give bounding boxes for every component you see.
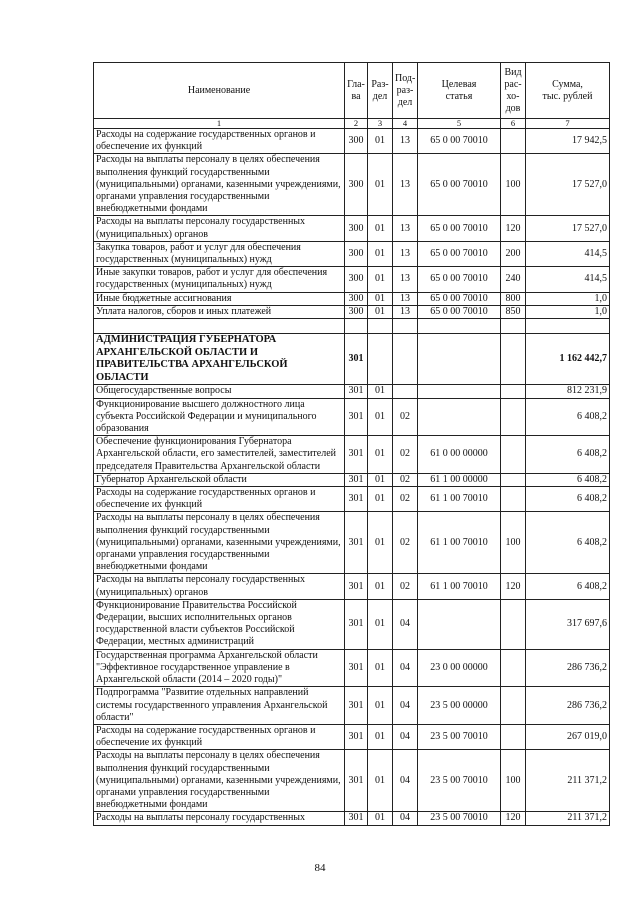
- row-glava: 301: [345, 436, 368, 474]
- row-podrazdel: [393, 385, 418, 398]
- table-row: [94, 292, 610, 305]
- empty-cell: [368, 319, 393, 334]
- empty-cell: [94, 319, 345, 334]
- row-statya: 65 0 00 70010: [418, 241, 501, 266]
- row-name: Уплата налогов, сборов и иных платежей: [94, 305, 345, 318]
- table-row: [94, 649, 610, 687]
- row-glava: 300: [345, 267, 368, 292]
- row-summa: 6 408,2: [526, 473, 610, 486]
- row-vid: [501, 334, 526, 385]
- row-razdel: 01: [368, 129, 393, 154]
- table-body: [94, 129, 610, 826]
- row-statya: 23 5 00 00000: [418, 687, 501, 725]
- row-razdel: 01: [368, 687, 393, 725]
- row-name: Губернатор Архангельской области: [94, 473, 345, 486]
- row-summa: 812 231,9: [526, 385, 610, 398]
- row-statya: 23 5 00 70010: [418, 812, 501, 825]
- row-statya: [418, 334, 501, 385]
- header-statya: Целевая статья: [418, 63, 501, 119]
- table-row: [94, 687, 610, 725]
- row-summa: 286 736,2: [526, 687, 610, 725]
- row-name: Расходы на выплаты персоналу государственных (муниципальных) органов: [94, 574, 345, 599]
- row-vid: [501, 724, 526, 749]
- row-statya: 23 5 00 70010: [418, 724, 501, 749]
- row-summa: 1,0: [526, 292, 610, 305]
- table-row: [94, 216, 610, 241]
- row-vid: [501, 487, 526, 512]
- row-summa: 286 736,2: [526, 649, 610, 687]
- header-summa: Сумма, тыс. рублей: [526, 63, 610, 119]
- row-vid: [501, 385, 526, 398]
- row-vid: 120: [501, 216, 526, 241]
- row-vid: [501, 649, 526, 687]
- row-name: Закупка товаров, работ и услуг для обеспечения государственных (муниципальных) нужд: [94, 241, 345, 266]
- row-vid: [501, 687, 526, 725]
- row-name: Иные бюджетные ассигнования: [94, 292, 345, 305]
- row-summa: 6 408,2: [526, 398, 610, 436]
- row-razdel: 01: [368, 724, 393, 749]
- row-podrazdel: 04: [393, 724, 418, 749]
- row-glava: 301: [345, 385, 368, 398]
- row-podrazdel: 13: [393, 267, 418, 292]
- table-row: [94, 574, 610, 599]
- row-summa: 17 527,0: [526, 216, 610, 241]
- row-glava: 300: [345, 305, 368, 318]
- row-glava: 301: [345, 334, 368, 385]
- row-razdel: 01: [368, 241, 393, 266]
- row-glava: 301: [345, 812, 368, 825]
- row-vid: 800: [501, 292, 526, 305]
- row-podrazdel: 13: [393, 241, 418, 266]
- row-razdel: 01: [368, 154, 393, 216]
- row-podrazdel: 04: [393, 599, 418, 649]
- row-razdel: 01: [368, 812, 393, 825]
- row-glava: 301: [345, 398, 368, 436]
- row-name: Расходы на содержание государственных органов и обеспечение их функций: [94, 724, 345, 749]
- row-name: Государственная программа Архангельской области "Эффективное государственное управление в Архангельской области (2014 – 2020 годы)": [94, 649, 345, 687]
- row-name: Общегосударственные вопросы: [94, 385, 345, 398]
- column-number: 4: [393, 119, 418, 129]
- row-vid: 120: [501, 574, 526, 599]
- row-glava: 301: [345, 574, 368, 599]
- row-statya: 61 0 00 00000: [418, 436, 501, 474]
- column-number-row: [94, 119, 610, 129]
- row-name: Расходы на выплаты персоналу государственных (муниципальных) органов: [94, 216, 345, 241]
- table-row: [94, 487, 610, 512]
- table-row: [94, 241, 610, 266]
- row-glava: 301: [345, 599, 368, 649]
- row-summa: 17 942,5: [526, 129, 610, 154]
- row-podrazdel: 13: [393, 129, 418, 154]
- column-number: 1: [94, 119, 345, 129]
- table-row: [94, 385, 610, 398]
- row-vid: 100: [501, 512, 526, 574]
- row-summa: 6 408,2: [526, 512, 610, 574]
- row-statya: [418, 385, 501, 398]
- table-row: [94, 724, 610, 749]
- row-razdel: 01: [368, 649, 393, 687]
- row-name: Расходы на выплаты персоналу в целях обеспечения выполнения функций государственными (муниципальными) органами, казенными учреждениями, органами управления государственными внебюджетными фондами: [94, 512, 345, 574]
- header-razdel: Раз- дел: [368, 63, 393, 119]
- row-vid: 850: [501, 305, 526, 318]
- row-statya: 65 0 00 70010: [418, 292, 501, 305]
- row-glava: 301: [345, 649, 368, 687]
- column-number: 5: [418, 119, 501, 129]
- row-statya: 61 1 00 70010: [418, 574, 501, 599]
- header-row: [94, 63, 610, 119]
- row-statya: 65 0 00 70010: [418, 267, 501, 292]
- row-glava: 301: [345, 473, 368, 486]
- row-razdel: 01: [368, 574, 393, 599]
- row-summa: 414,5: [526, 241, 610, 266]
- row-name: Функционирование высшего должностного лица субъекта Российской Федерации и муниципального образования: [94, 398, 345, 436]
- row-name: АДМИНИСТРАЦИЯ ГУБЕРНАТОРА АРХАНГЕЛЬСКОЙ ОБЛАСТИ И ПРАВИТЕЛЬСТВА АРХАНГЕЛЬСКОЙ ОБЛАСТИ: [94, 334, 345, 385]
- row-summa: 414,5: [526, 267, 610, 292]
- row-razdel: [368, 334, 393, 385]
- row-podrazdel: 04: [393, 812, 418, 825]
- budget-table: [93, 62, 610, 826]
- row-name: Иные закупки товаров, работ и услуг для обеспечения государственных (муниципальных) нужд: [94, 267, 345, 292]
- row-podrazdel: 13: [393, 216, 418, 241]
- row-podrazdel: 02: [393, 436, 418, 474]
- row-glava: 301: [345, 750, 368, 812]
- row-summa: 6 408,2: [526, 487, 610, 512]
- row-podrazdel: 13: [393, 154, 418, 216]
- column-number: 7: [526, 119, 610, 129]
- empty-cell: [345, 319, 368, 334]
- row-razdel: 01: [368, 292, 393, 305]
- empty-cell: [393, 319, 418, 334]
- row-statya: 61 1 00 00000: [418, 473, 501, 486]
- row-razdel: 01: [368, 267, 393, 292]
- row-summa: 1,0: [526, 305, 610, 318]
- table-row: [94, 305, 610, 318]
- header-podrazdel: Под- раз- дел: [393, 63, 418, 119]
- header-glava: Гла- ва: [345, 63, 368, 119]
- row-razdel: 01: [368, 487, 393, 512]
- row-summa: 6 408,2: [526, 436, 610, 474]
- row-statya: [418, 398, 501, 436]
- row-glava: 301: [345, 487, 368, 512]
- row-name: Расходы на содержание государственных органов и обеспечение их функций: [94, 487, 345, 512]
- header-name: Наименование: [94, 63, 345, 119]
- row-razdel: 01: [368, 216, 393, 241]
- row-glava: 300: [345, 154, 368, 216]
- row-razdel: 01: [368, 398, 393, 436]
- row-glava: 300: [345, 216, 368, 241]
- row-razdel: 01: [368, 436, 393, 474]
- row-vid: 200: [501, 241, 526, 266]
- row-vid: [501, 599, 526, 649]
- table-row: [94, 599, 610, 649]
- row-podrazdel: 02: [393, 473, 418, 486]
- row-name: Обеспечение функционирования Губернатора Архангельской области, его заместителей, заместителей председателя Правительства Архангельской области: [94, 436, 345, 474]
- row-name: Функционирование Правительства Российской Федерации, высших исполнительных органов государственной власти субъектов Российской Федерации, местных администраций: [94, 599, 345, 649]
- row-vid: 120: [501, 812, 526, 825]
- row-name: Расходы на выплаты персоналу в целях обеспечения выполнения функций государственными (муниципальными) органами, казенными учреждениями, органами управления государственными внебюджетными фондами: [94, 750, 345, 812]
- row-podrazdel: 04: [393, 649, 418, 687]
- row-glava: 300: [345, 129, 368, 154]
- row-glava: 300: [345, 292, 368, 305]
- row-podrazdel: 02: [393, 398, 418, 436]
- row-podrazdel: 02: [393, 512, 418, 574]
- row-glava: 301: [345, 687, 368, 725]
- table-row: [94, 129, 610, 154]
- row-statya: 23 5 00 70010: [418, 750, 501, 812]
- row-statya: 65 0 00 70010: [418, 216, 501, 241]
- empty-cell: [418, 319, 501, 334]
- row-name: Расходы на выплаты персоналу государственных: [94, 812, 345, 825]
- table-row: [94, 750, 610, 812]
- row-razdel: 01: [368, 385, 393, 398]
- row-statya: 61 1 00 70010: [418, 512, 501, 574]
- table-row: [94, 154, 610, 216]
- row-razdel: 01: [368, 750, 393, 812]
- row-podrazdel: 04: [393, 750, 418, 812]
- empty-cell: [526, 319, 610, 334]
- row-statya: 23 0 00 00000: [418, 649, 501, 687]
- row-statya: 65 0 00 70010: [418, 129, 501, 154]
- row-vid: [501, 436, 526, 474]
- table-row: [94, 812, 610, 825]
- row-razdel: 01: [368, 305, 393, 318]
- row-statya: 65 0 00 70010: [418, 305, 501, 318]
- row-vid: [501, 398, 526, 436]
- row-summa: 211 371,2: [526, 812, 610, 825]
- row-razdel: 01: [368, 599, 393, 649]
- row-podrazdel: 04: [393, 687, 418, 725]
- row-summa: 317 697,6: [526, 599, 610, 649]
- row-name: Расходы на выплаты персоналу в целях обеспечения выполнения функций государственными (муниципальными) органами, казенными учреждениями, органами управления государственными внебюджетными фондами: [94, 154, 345, 216]
- row-vid: 240: [501, 267, 526, 292]
- row-podrazdel: 02: [393, 487, 418, 512]
- row-podrazdel: 02: [393, 574, 418, 599]
- empty-cell: [501, 319, 526, 334]
- row-podrazdel: 13: [393, 292, 418, 305]
- row-vid: [501, 129, 526, 154]
- row-name: Расходы на содержание государственных органов и обеспечение их функций: [94, 129, 345, 154]
- row-summa: 6 408,2: [526, 574, 610, 599]
- page-number: 84: [314, 862, 326, 874]
- row-glava: 301: [345, 724, 368, 749]
- table-row: [94, 473, 610, 486]
- row-razdel: 01: [368, 473, 393, 486]
- table-row: [94, 334, 610, 385]
- header-vid: Вид рас- хо- дов: [501, 63, 526, 119]
- row-razdel: 01: [368, 512, 393, 574]
- table-row: [94, 512, 610, 574]
- row-statya: 65 0 00 70010: [418, 154, 501, 216]
- row-vid: 100: [501, 154, 526, 216]
- row-podrazdel: 13: [393, 305, 418, 318]
- row-summa: 17 527,0: [526, 154, 610, 216]
- table-row: [94, 267, 610, 292]
- table-row: [94, 436, 610, 474]
- row-glava: 300: [345, 241, 368, 266]
- table-row: [94, 398, 610, 436]
- row-summa: 1 162 442,7: [526, 334, 610, 385]
- row-podrazdel: [393, 334, 418, 385]
- row-vid: 100: [501, 750, 526, 812]
- column-number: 6: [501, 119, 526, 129]
- spacer-row: [94, 319, 610, 334]
- row-summa: 267 019,0: [526, 724, 610, 749]
- row-glava: 301: [345, 512, 368, 574]
- row-statya: [418, 599, 501, 649]
- column-number: 2: [345, 119, 368, 129]
- column-number: 3: [368, 119, 393, 129]
- row-statya: 61 1 00 70010: [418, 487, 501, 512]
- row-name: Подпрограмма "Развитие отдельных направлений системы государственного управления Архангельской области": [94, 687, 345, 725]
- row-vid: [501, 473, 526, 486]
- row-summa: 211 371,2: [526, 750, 610, 812]
